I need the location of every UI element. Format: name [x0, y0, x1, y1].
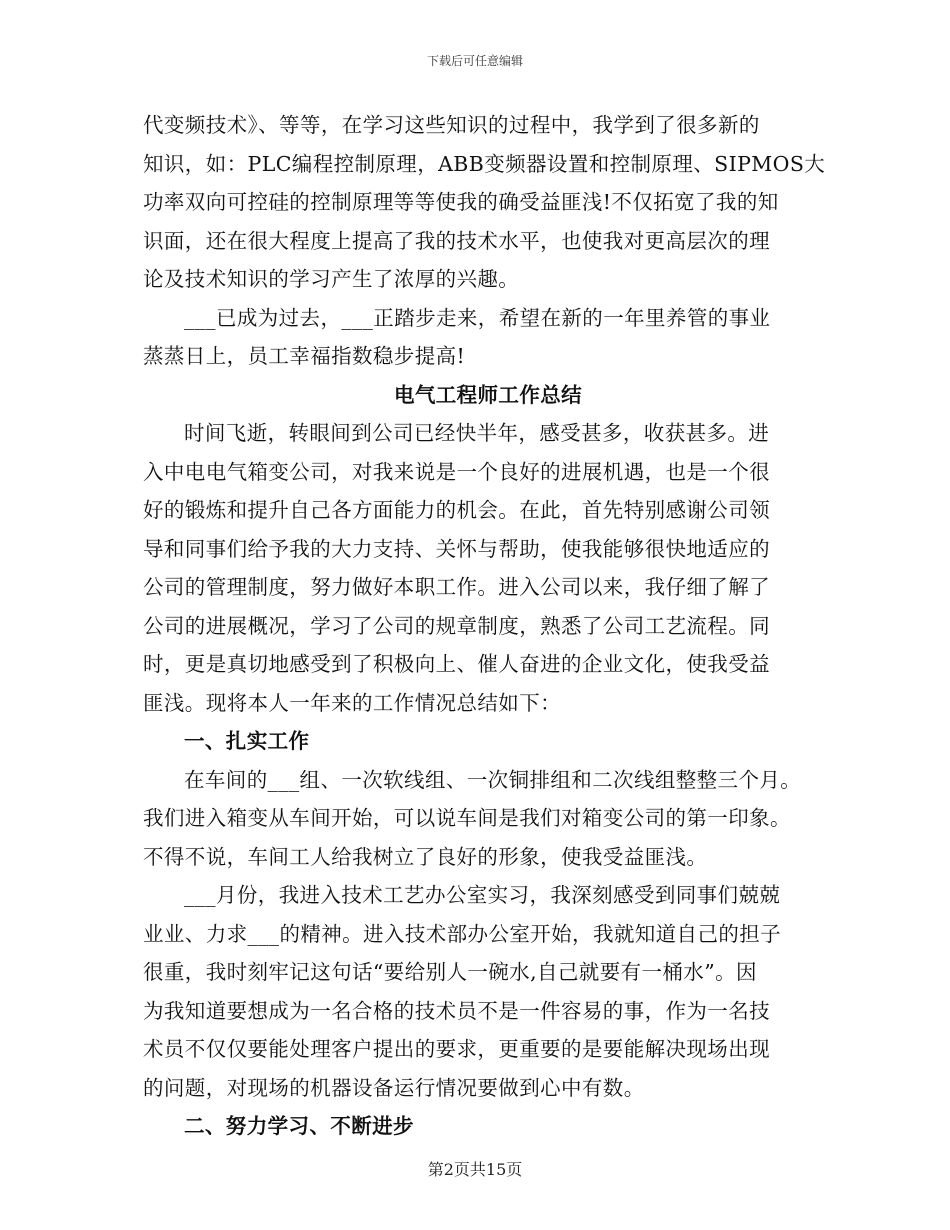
text-line: 时，更是真切地感受到了积极向上、催人奋进的企业文化，使我受益 [143, 652, 770, 676]
text-line: 功率双向可控硅的控制原理等等使我的确受益匪浅!不仅拓宽了我的知 [143, 190, 779, 214]
text-line: 匪浅。现将本人一年来的工作情况总结如下： [143, 690, 561, 715]
section-heading: 二、努力学习、不断进步 [184, 1114, 414, 1138]
paragraph [143, 876, 833, 1107]
text-line: 论及技术知识的学习产生了浓厚的兴趣。 [143, 267, 520, 291]
paragraph [143, 106, 833, 299]
document-title: 电气工程师工作总结 [393, 382, 583, 407]
text-line: ___已成为过去，___正踏步走来，希望在新的一年里养管的事业 [184, 305, 771, 330]
page-footer: 第2页共15页 [427, 1160, 523, 1179]
text-line: 导和同事们给予我的大力支持、关怀与帮助，使我能够很快地适应的 [143, 536, 770, 561]
text-line: 业业、力求___的精神。进入技术部办公室开始，我就知道自己的担子 [143, 921, 782, 946]
text-line: 公司的进展概况，学习了公司的规章制度，熟悉了公司工艺流程。同 [143, 613, 770, 638]
text-line: 的问题，对现场的机器设备运行情况要做到心中有数。 [143, 1075, 645, 1100]
text-line: 代变频技术》、等等，在学习这些知识的过程中，我学到了很多新的 [143, 113, 760, 137]
section-heading: 一、扎实工作 [184, 729, 310, 753]
text-line: 在车间的___组、一次软线组、一次铜排组和二次线组整整三个月。 [184, 767, 802, 792]
text-line: 术员不仅仅要能处理客户提出的要求，更重要的是要能解决现场出现 [143, 1037, 770, 1061]
text-line: 入中电电气箱变公司，对我来说是一个良好的进展机遇，也是一个很 [143, 459, 770, 484]
text-line: 蒸蒸日上，员工幸福指数稳步提高! [143, 344, 466, 368]
text-line: 知识，如：PLC编程控制原理，ABB变频器设置和控制原理、SIPMOS大 [143, 151, 826, 176]
text-line: 不得不说，车间工人给我树立了良好的形象，使我受益匪浅。 [143, 844, 708, 869]
page-header: 下载后可任意编辑 [426, 54, 523, 68]
text-line: 好的锻炼和提升自己各方面能力的机会。在此，首先特别感谢公司领 [143, 498, 770, 522]
paragraph [143, 761, 833, 877]
text-line: 我们进入箱变从车间开始，可以说车间是我们对箱变公司的第一印象。 [143, 806, 791, 830]
text-line: 为我知道要想成为一名合格的技术员不是一件容易的事，作为一名技 [143, 998, 770, 1023]
text-line: 时间飞逝，转眼间到公司已经快半年，感受甚多，收获甚多。进 [184, 421, 770, 445]
text-line: 识面，还在很大程度上提高了我的技术水平，也使我对更高层次的理 [143, 228, 770, 253]
document-body [143, 106, 833, 1146]
text-line: ___月份，我进入技术工艺办公室实习，我深刻感受到同事们兢兢 [184, 883, 781, 907]
text-line: 很重，我时刻牢记这句话“要给别人一碗水,自己就要有一桶水”。因 [143, 960, 757, 984]
paragraph [143, 299, 833, 376]
paragraph [143, 414, 833, 722]
text-line: 公司的管理制度，努力做好本职工作。进入公司以来，我仔细了解了 [143, 575, 770, 599]
